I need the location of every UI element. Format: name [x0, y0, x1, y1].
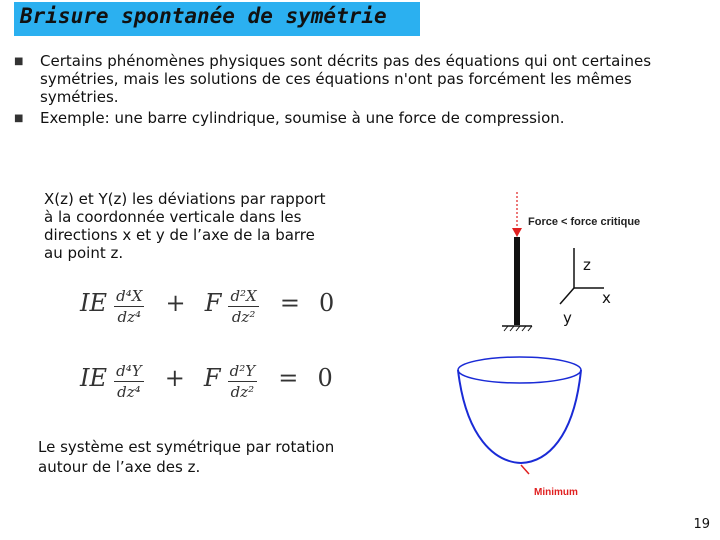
bullet-square-icon: ■ [14, 56, 24, 67]
vertical-bar [514, 237, 520, 325]
equation-x [80, 287, 348, 326]
bullet-list [14, 52, 704, 130]
potential-bowl-icon [458, 357, 581, 463]
eq-fraction: $\frac{\text{d²X}}{\text{dz²}}$ [230, 287, 257, 326]
bullet-text: Exemple: une barre cylindrique, soumise à une force de compression. [40, 109, 565, 127]
minimum-label: Minimum [534, 487, 578, 498]
ground-hatch-icon [502, 326, 532, 331]
eq-coef: IE [80, 364, 107, 392]
bullet-item [14, 52, 704, 106]
slide-title: Brisure spontanée de symétrie [20, 4, 387, 28]
axes-icon [560, 248, 604, 304]
minimum-pointer [521, 465, 529, 474]
force-label: Force < force critique [528, 216, 641, 228]
eq-plus: + [164, 364, 185, 392]
eq-fraction: $\frac{\text{d⁴Y}}{\text{dz⁴}}$ [116, 362, 142, 401]
deviation-description: X(z) et Y(z) les déviations par rapport à la coordonnée verticale dans les directions x et y de l’axe de la barre au point z. [44, 190, 326, 262]
eq-equals: = [278, 364, 299, 392]
buckling-figure [440, 190, 680, 510]
axis-y-label: y [563, 309, 572, 327]
page-number: 19 [693, 517, 710, 532]
eq-fraction: $\frac{\text{d²Y}}{\text{dz²}}$ [229, 362, 256, 401]
eq-equals: = [279, 289, 300, 317]
bullet-square-icon: ■ [14, 113, 24, 124]
bullet-text: Certains phénomènes physiques sont décrits pas des équations qui ont certaines symétries, mais les solutions de ces équations n'ont pas forcément les mêmes symétries. [40, 52, 652, 106]
eq-coef: F [204, 289, 222, 317]
eq-coef: IE [80, 289, 107, 317]
axis-z-label: z [583, 256, 591, 274]
eq-fraction: $\frac{\text{d⁴X}}{\text{dz⁴}}$ [116, 287, 143, 326]
eq-plus: + [165, 289, 186, 317]
symmetry-note: Le système est symétrique par rotation autour de l’axe des z. [38, 438, 335, 476]
eq-coef: F [203, 364, 221, 392]
bullet-item [14, 109, 704, 127]
eq-rhs: 0 [319, 289, 335, 317]
force-arrow-icon [512, 192, 522, 237]
equation-y [80, 362, 347, 401]
axis-x-label: x [602, 289, 611, 307]
eq-rhs: 0 [317, 364, 333, 392]
